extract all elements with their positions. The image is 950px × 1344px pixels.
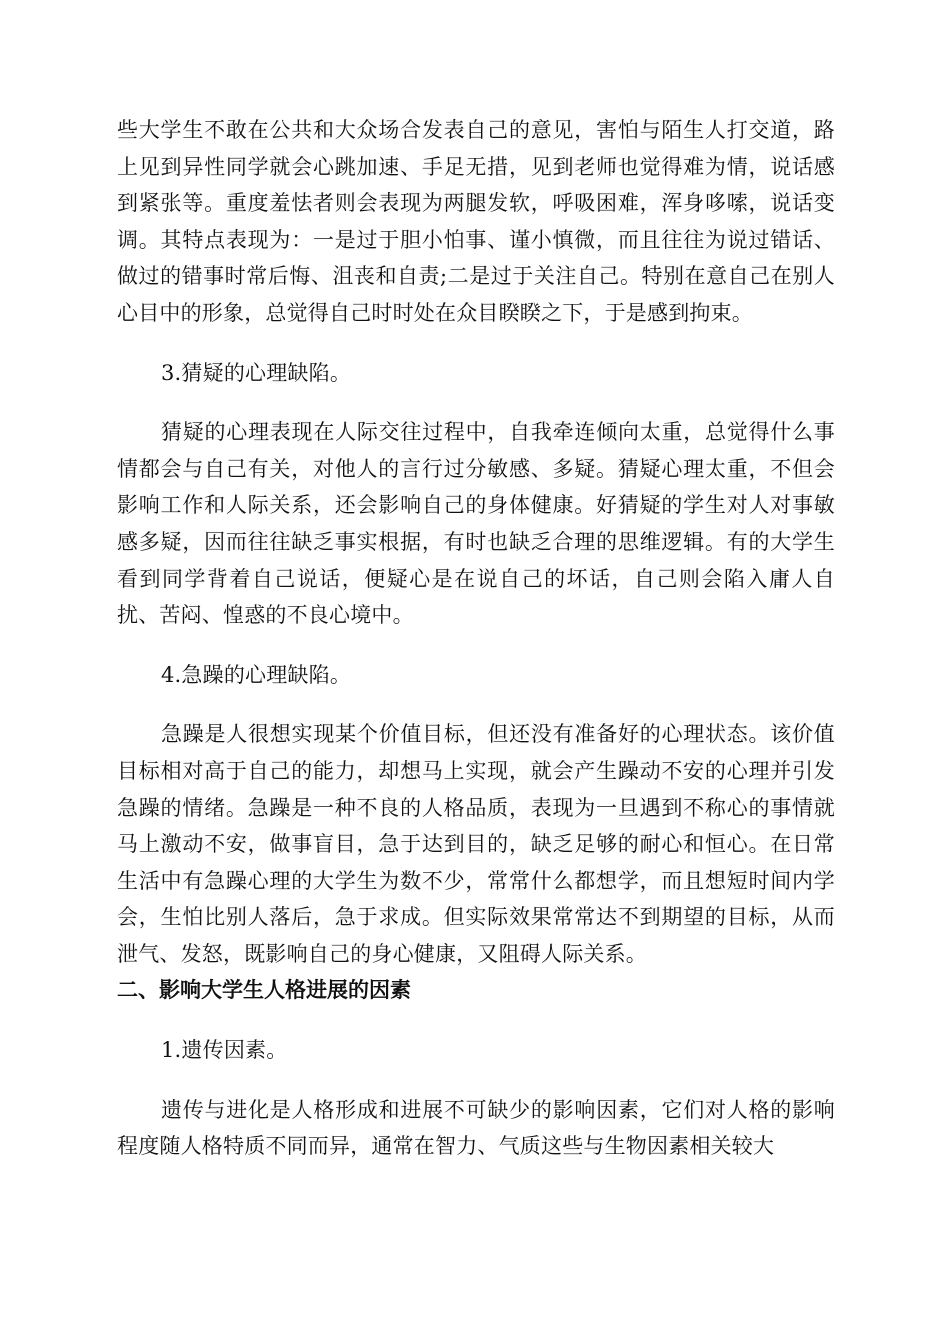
document-page: [117, 112, 835, 1165]
subheading-impatience: 4.急躁的心理缺陷。: [161, 662, 352, 687]
paragraph-heredity: 遗传与进化是人格形成和进展不可缺少的影响因素，它们对人格的影响程度随人格特质不同而异，通常在智力、气质这些与生物因素相关较大: [117, 1097, 835, 1159]
paragraph-shyness-description: 些大学生不敢在公共和大众场合发表自己的意见，害怕与陌生人打交道，路上见到异性同学就会心跳加速、手足无措，见到老师也觉得难为情，说话感到紧张等。重度羞怯者则会表现为两腿发软，呼吸困难，浑身哆嗦，说话变调。其特点表现为：一是过于胆小怕事、谨小慎微，而且往往为说过错话、做过的错事时常后悔、沮丧和自责;二是过于关注自己。特别在意自己在别人心目中的形象，总觉得自己时时处在众目睽睽之下，于是感到拘束。: [117, 118, 835, 325]
paragraph-impatience: 急躁是人很想实现某个价值目标，但还没有准备好的心理状态。该价值目标相对高于自己的能力，却想马上实现，就会产生躁动不安的心理并引发急躁的情绪。急躁是一种不良的人格品质，表现为一旦遇到不称心的事情就马上激动不安，做事盲目，急于达到目的，缺乏足够的耐心和恒心。在日常生活中有急躁心理的大学生为数不少，常常什么都想学，而且想短时间内学会，生怕比别人落后，急于求成。但实际效果常常达不到期望的目标，从而泄气、发怒，既影响自己的身心健康，又阻碍人际关系。: [117, 722, 835, 966]
paragraph-suspicion: 猜疑的心理表现在人际交往过程中，自我牵连倾向太重，总觉得什么事情都会与自己有关，对他人的言行过分敏感、多疑。猜疑心理太重，不但会影响工作和人际关系，还会影响自己的身体健康。好猜疑的学生对人对事敏感多疑，因而往往缺乏事实根据，有时也缺乏合理的思维逻辑。有的大学生看到同学背着自己说话，便疑心是在说自己的坏话，自己则会陷入庸人自扰、苦闷、惶惑的不良心境中。: [117, 420, 835, 628]
section-heading-influencing-factors: 二、影响大学生人格进展的因素: [117, 978, 411, 1003]
subheading-heredity: 1.遗传因素。: [161, 1038, 288, 1063]
subheading-suspicion: 3.猜疑的心理缺陷。: [161, 360, 352, 385]
